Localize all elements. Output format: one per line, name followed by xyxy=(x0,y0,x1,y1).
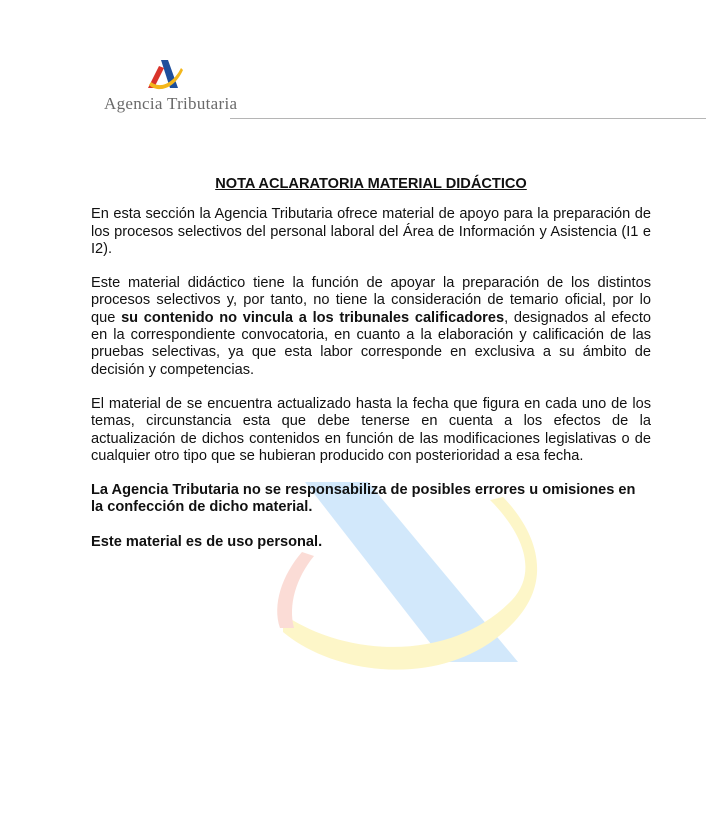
paragraph-purpose xyxy=(91,275,651,379)
document-body xyxy=(91,176,651,568)
agency-logo-text: Agencia Tributaria xyxy=(104,94,238,113)
paragraph-purpose-end: , designados al efecto en la correspondiente convocatoria, en cuanto a la elaboración y calificación de las pruebas selectivas, ya que esta labor corresponde en exclusiva a su ámbito de decisión y competencias. xyxy=(91,309,652,378)
paragraph-intro: En esta sección la Agencia Tributaria ofrece material de apoyo para la preparación de los procesos selectivos del personal laboral del Área de Información y Asistencia (I1 e I2). xyxy=(91,206,651,257)
agency-logo-icon xyxy=(145,58,185,94)
paragraph-purpose-start: Este material didáctico tiene la función de apoyar la preparación de los distintos procesos selectivos y, por tanto, no tiene la consideración de temario oficial, por lo que xyxy=(91,275,651,326)
page-header xyxy=(0,0,720,130)
paragraph-personal-use: Este material es de uso personal. xyxy=(91,533,323,550)
document-title: NOTA ACLARATORIA MATERIAL DIDÁCTICO xyxy=(215,176,527,192)
paragraph-disclaimer: La Agencia Tributaria no se responsabiliza de posibles errores u omisiones en la confección de dicho material. xyxy=(91,482,636,516)
header-divider xyxy=(230,118,706,119)
paragraph-update-note: El material de se encuentra actualizado hasta la fecha que figura en cada uno de los temas, circunstancia esta que debe tenerse en cuenta a los efectos de la actualización de dichos contenidos en función de las modificaciones legislativas o de cualquier otro tipo que se hubieran producido con posterioridad a esa fecha. xyxy=(91,395,651,464)
paragraph-purpose-emphasis: su contenido no vincula a los tribunales calificadores xyxy=(121,309,505,326)
